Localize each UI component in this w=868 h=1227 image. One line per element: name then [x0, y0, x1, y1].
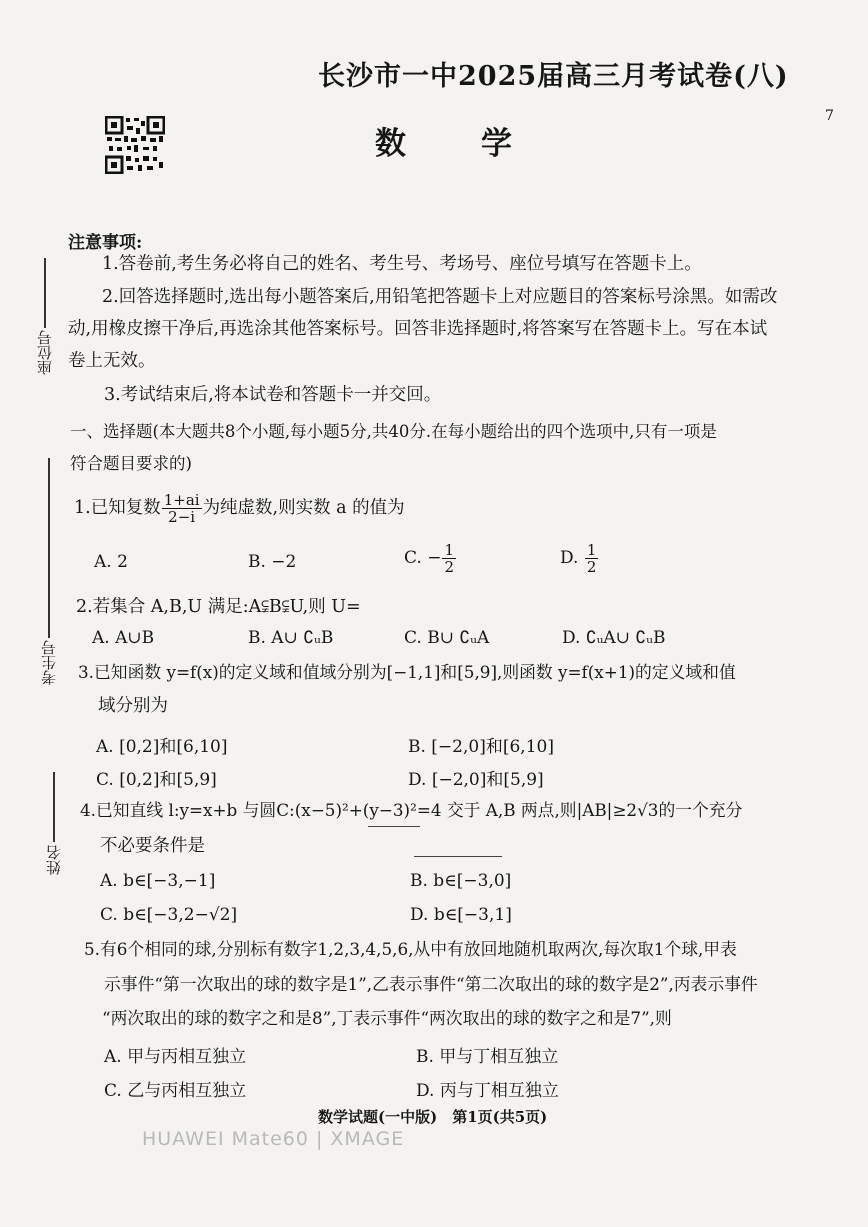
- q2-option-c: C. B∪ ∁ᵤA: [404, 628, 490, 648]
- camera-watermark: HUAWEI Mate60 | XMAGE: [142, 1128, 405, 1150]
- q1-d-prefix: D.: [560, 548, 584, 568]
- q5-option-a: A. 甲与丙相互独立: [104, 1047, 247, 1067]
- side-label-seat: 座位号: [36, 330, 54, 375]
- section-heading: 一、选择题(本大题共8个小题,每小题5分,共40分.在每小题给出的四个选项中,只有一项是: [70, 422, 717, 441]
- question-5-stem-2: 示事件“第一次取出的球的数字是1”,乙表示事件“第二次取出的球的数字是2”,丙表示事件: [104, 974, 758, 994]
- notice-item-2: 2.回答选择题时,选出每小题答案后,用铅笔把答题卡上对应题目的答案标号涂黑。如需改: [102, 287, 778, 307]
- seat-line: [44, 258, 46, 328]
- q2-option-a: A. A∪B: [92, 628, 155, 648]
- question-5-stem: 5.有6个相同的球,分别标有数字1,2,3,4,5,6,从中有放回地随机取两次,每次取1个球,甲表: [84, 939, 737, 959]
- edge-mark: 7: [825, 108, 834, 124]
- question-3-stem: 3.已知函数 y=f(x)的定义域和值域分别为[−1,1]和[5,9],则函数 y=f(x+1)的定义域和值: [78, 662, 736, 682]
- q1-c-den: 2: [444, 558, 454, 576]
- q3-option-b: B. [−2,0]和[6,10]: [408, 737, 554, 757]
- exam-title: 长沙市一中2025届高三月考试卷(八): [318, 61, 789, 92]
- qr-code-icon: [105, 116, 165, 174]
- q4-option-d: D. b∈[−3,1]: [410, 905, 512, 925]
- question-3-stem-cont: 域分别为: [98, 696, 168, 716]
- name-line: [53, 772, 55, 842]
- question-2-stem: 2.若集合 A,B,U 满足:A⫋B⫋U,则 U=: [76, 597, 361, 617]
- q1-d-fraction: [585, 542, 599, 575]
- q1-d-den: 2: [586, 558, 597, 576]
- question-1-stem: [74, 492, 405, 525]
- q1-frac-den: 2−i: [168, 508, 196, 526]
- section-heading-cont: 符合题目要求的): [70, 454, 192, 473]
- q1-frac-num: 1+ai: [163, 491, 200, 509]
- q3-option-d: D. [−2,0]和[5,9]: [408, 770, 544, 790]
- notice-heading: 注意事项:: [68, 233, 143, 253]
- q5-option-b: B. 甲与丁相互独立: [416, 1047, 559, 1067]
- q3-option-c: C. [0,2]和[5,9]: [96, 770, 217, 790]
- q4-option-b: B. b∈[−3,0]: [410, 871, 512, 891]
- q5-option-d: D. 丙与丁相互独立: [416, 1081, 559, 1101]
- question-5-stem-3: “两次取出的球的数字之和是8”,丁表示事件“两次取出的球的数字之和是7”,则: [102, 1008, 672, 1028]
- q1-option-c: [404, 542, 457, 575]
- exam-no-line: [48, 458, 50, 638]
- q1-c-num: 1: [444, 541, 454, 559]
- q1-d-num: 1: [586, 541, 597, 559]
- q1-prefix: 1.已知复数: [74, 498, 161, 518]
- notice-item-1: 1.答卷前,考生务必将自己的姓名、考生号、考场号、座位号填写在答题卡上。: [102, 254, 702, 274]
- q1-c-fraction: [442, 542, 456, 575]
- question-4-stem-cont: 不必要条件是: [100, 836, 205, 856]
- q4-option-a: A. b∈[−3,−1]: [100, 871, 216, 891]
- q1-option-b: B. −2: [248, 552, 297, 572]
- q1-c-prefix: C. −: [404, 548, 442, 568]
- q1-suffix: 为纯虚数,则实数 a 的值为: [202, 498, 405, 518]
- side-label-exam-no: 考生号: [40, 640, 58, 685]
- q1-option-d: [560, 542, 599, 575]
- notice-item-3: 3.考试结束后,将本试卷和答题卡一并交回。: [104, 385, 442, 405]
- notice-item-2-end: 卷上无效。: [68, 351, 156, 371]
- underline-mark: [368, 826, 420, 827]
- side-label-name: 姓名: [45, 845, 63, 875]
- q1-fraction: [162, 492, 202, 525]
- notice-item-2-cont: 动,用橡皮擦干净后,再选涂其他答案标号。回答非选择题时,将答案写在答题卡上。写在本试: [68, 319, 768, 339]
- q3-option-a: A. [0,2]和[6,10]: [96, 737, 228, 757]
- page-footer: 数学试题(一中版) 第1页(共5页): [318, 1108, 548, 1126]
- q1-option-a: A. 2: [94, 552, 128, 572]
- underline-mark: [414, 856, 502, 857]
- q2-option-d: D. ∁ᵤA∪ ∁ᵤB: [562, 628, 666, 648]
- q2-option-b: B. A∪ ∁ᵤB: [248, 628, 334, 648]
- q4-option-c: C. b∈[−3,2−√2]: [100, 905, 238, 925]
- question-4-stem: 4.已知直线 l:y=x+b 与圆C:(x−5)²+(y−3)²=4 交于 A,B 两点,则|AB|≥2√3的一个充分: [80, 800, 743, 820]
- subject-title: 数 学: [375, 126, 534, 162]
- q5-option-c: C. 乙与丙相互独立: [104, 1081, 247, 1101]
